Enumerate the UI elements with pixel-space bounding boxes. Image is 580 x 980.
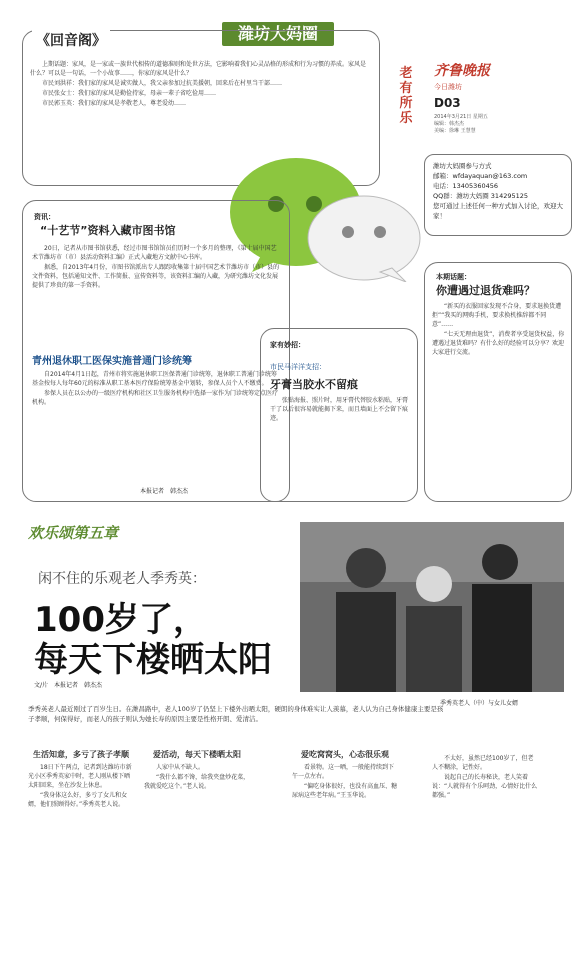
column-paragraph: 市民张女士：我们家的家风是勤俭持家，母亲一辈子省吃俭用……: [42, 90, 217, 97]
article-column: [28, 750, 134, 810]
news-body: [32, 244, 282, 291]
topic-body: [432, 302, 566, 358]
photo-caption: 季秀英老人（中）与女儿女婿: [440, 700, 519, 707]
contact-phone: 电话：13405360456: [433, 182, 498, 190]
tip-source: 市民马洋洋支招：: [270, 363, 326, 371]
tip-title: 牙膏当胶水不留痕: [270, 378, 358, 391]
tip-label: 家有妙招：: [270, 341, 305, 349]
column-paragraph: 上期话题：家风，是一家或一族世代相传的道德准则和处世方法，它影响着我们心灵品格的形成和行为习惯的养成。家风是什么？可以是一句话，一个小故事……，你家的家风是什么？: [30, 61, 367, 77]
news-paragraph: 20日，记者从市图书馆获悉，经过市图书馆馆员们历时一个多月的整理，《第十届中国艺术节潍坊市（市）县活动资料汇编》正式入藏地方文献中心书库。: [32, 245, 277, 261]
column-subhead: 爱活动，每天下楼晒太阳: [153, 750, 241, 759]
family-photo: [300, 522, 564, 692]
page-number: D03: [434, 96, 461, 110]
masthead-editor: 编辑：韩杰杰: [434, 121, 465, 127]
news-paragraph: 参保人员在以公办的一级医疗机构和社区卫生服务机构中选择一家作为门诊统筹定点医疗机构。: [32, 390, 279, 406]
news-headline-2: 青州退休职工医保实施普通门诊统筹: [32, 356, 192, 367]
news-title: “十艺节”资料入藏市图书馆: [40, 224, 176, 237]
tip-body: [270, 396, 410, 424]
news-body-2: [32, 370, 282, 408]
column-paragraph: “我身体这么好，多亏了女儿和女婿，他们照顾得好。”季秀英老人说。: [28, 792, 128, 808]
column-paragraph: 看景物。这一晒，一般能持续到下午一点左右。: [292, 764, 395, 780]
feature-byline: 文/片 本报记者 韩杰杰: [34, 682, 103, 689]
topic-title: 你遭遇过退货难吗？: [436, 284, 535, 297]
column-paragraph: 市民刘洪祥：我们家的家风是诚实做人，我父亲参加过抗美援朝，回来后在村里当干部……: [42, 80, 283, 87]
contact-note: 您可通过上述任何一种方式加入讨论，欢迎大家！: [433, 202, 563, 220]
section-title: 潍坊大妈圈: [222, 22, 334, 46]
contact-heading: 潍坊大妈圈参与方式: [433, 162, 492, 170]
column-title: 《回音阁》: [32, 30, 110, 50]
feature-title-line1: 100岁了，: [34, 600, 207, 640]
masthead: [434, 60, 554, 135]
article-column: [292, 750, 398, 801]
article-column: [144, 750, 250, 792]
feature-lead: 季秀英老人最近刚过了百岁生日。在潍昌路中，老人100岁了仍坚上下楼外出晒太阳，硬朗的身体难实让人羡慕，老人认为自己身体健康主要是孩子孝顺，何保得好，而老人的孩子则认为她长寿的原因主要是性格开朗、爱清洁。: [28, 705, 444, 723]
topic-label: 本期话题：: [436, 273, 471, 281]
masthead-date: 2014年3月21日 星期五: [434, 114, 488, 120]
side-label: 老有所乐: [399, 66, 413, 126]
article-column: [432, 750, 538, 801]
masthead-sub: 今日潍坊: [434, 83, 462, 91]
column-paragraph: 说起自己的长寿秘诀，老人笑着说：“人就得有个乐呵劲，心情好比什么都强。”: [432, 774, 538, 799]
column-paragraph: 市民郭玉英：我们家的家风是孝敬老人，尊老爱幼……: [42, 100, 187, 107]
topic-box: [424, 262, 572, 502]
masthead-logo: 齐鲁晚报: [434, 63, 490, 79]
topic-paragraph: “七天无理由退货”，消费者享受退货权益，你遭遇过退货难吗？有什么好的经验可以分享？欢迎大家进行交流。: [432, 331, 565, 356]
feature-banner: 欢乐颂第五章: [28, 524, 119, 542]
tip-paragraph: 张贴海报、照片时，用牙膏代替胶水粘贴，牙膏干了以后很容易就能揭下来，而且墙面上不会留下痕迹。: [270, 397, 409, 422]
column-subhead: 生活知意，多亏了孩子孝顺: [33, 750, 129, 759]
feature-title-line2: 每天下楼晒太阳: [34, 640, 272, 680]
news-paragraph: 自2014年4月1日起，青州市将实施退休职工医保普通门诊统筹，退休职工普通门诊统筹基金按每人每年60元的标准从职工基本医疗保险统筹基金中划转，参保人员个人不缴费。: [32, 371, 277, 387]
contact-qq: QQ群：潍坊大妈圈 314295125: [433, 192, 529, 200]
column-paragraph: 18日下午两点，记者到达潍坊市新光小区季秀英家中时，老人刚从楼下晒太阳回来，坐在沙发上休息。: [28, 764, 132, 789]
column-body: [30, 60, 370, 109]
news-paragraph: 据悉，自2013年4月份，市图书馆派出专人跟踪收集第十届中国艺术节潍坊市（市）县的文件资料，包括通知文件、工作简报、宣传资料等，该资料汇编的入藏，为研究潍坊文化发展提供了珍贵的第一手资料。: [32, 264, 280, 289]
column-paragraph: “我什么都不馋，给我夹盘炒花菜，我就爱吃这个。”老人说。: [144, 774, 250, 790]
column-paragraph: “偏吃身体很好，也没有高血压、糖尿病这些老年病。”王玉华说。: [292, 783, 398, 799]
news-label: 资讯：: [34, 213, 55, 221]
column-paragraph: 人家中从不缺人。: [156, 764, 205, 771]
contact-box: [424, 154, 572, 236]
feature-kicker: 闲不住的乐观老人季秀英：: [38, 571, 206, 587]
masthead-info: [434, 114, 554, 135]
column-subhead: 爱吃窝窝头，心态很乐观: [301, 750, 389, 759]
topic-paragraph: “新买的衣服回家发现不合身，要求退换货遭拒”“我买的网购手机，要求换机推辞都不同意”……: [432, 303, 562, 328]
news-byline: 本报记者 韩杰杰: [140, 488, 189, 495]
column-paragraph: 不太好，虽然已经100岁了，但老人不糊涂，记性好。: [432, 755, 534, 771]
contact-email: 邮箱：wfdayaquan@163.com: [433, 172, 528, 180]
masthead-designer: 美编：徐琳 王慧慧: [434, 128, 476, 134]
